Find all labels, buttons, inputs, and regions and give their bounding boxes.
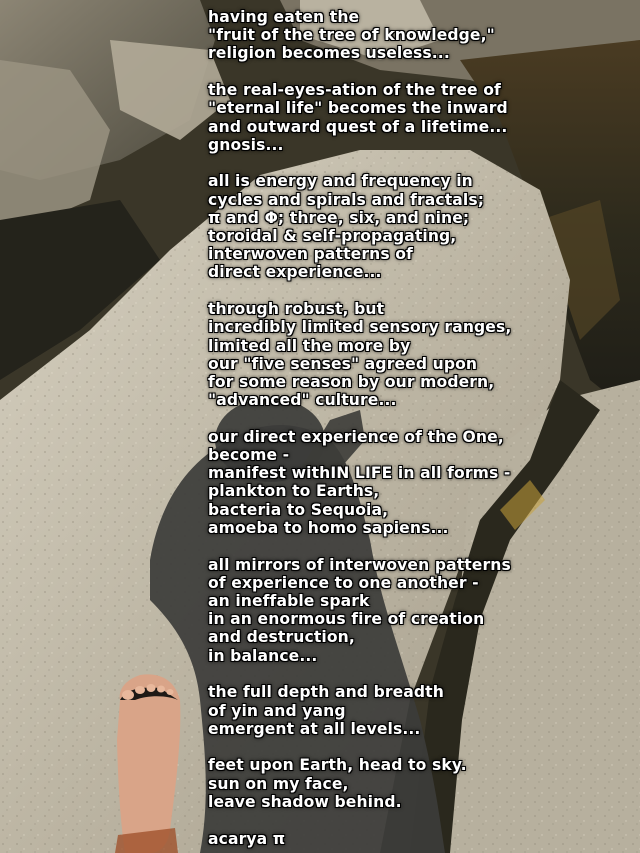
poem-line: π and Φ; three, six, and nine; xyxy=(208,208,470,227)
poem-stanza xyxy=(208,756,628,811)
poem-signature: acarya π xyxy=(208,829,286,848)
poem-line: become - xyxy=(208,446,290,465)
poem-line: emergent at all levels... xyxy=(208,719,421,738)
poem-line: the full depth and breadth xyxy=(208,683,444,702)
poem-stanza xyxy=(208,428,628,537)
poem-line: in an enormous fire of creation xyxy=(208,610,485,629)
poem-line: and destruction, xyxy=(208,628,355,647)
poem-line: cycles and spirals and fractals; xyxy=(208,190,485,209)
poem-line: the real-eyes-ation of the tree of xyxy=(208,81,501,100)
poem-text xyxy=(208,8,628,848)
poem-line: all is energy and frequency in xyxy=(208,172,473,191)
poem-line: an ineffable spark xyxy=(208,591,370,610)
poem-line: our "five senses" agreed upon xyxy=(208,354,478,373)
poem-line: gnosis... xyxy=(208,135,284,154)
poem-line: amoeba to homo sapiens... xyxy=(208,518,449,537)
poem-line: sun on my face, xyxy=(208,774,349,793)
poem-line: "fruit of the tree of knowledge," xyxy=(208,26,495,45)
poem-line: through robust, but xyxy=(208,300,385,319)
poem-line: and outward quest of a lifetime... xyxy=(208,117,508,136)
poem-line: for some reason by our modern, xyxy=(208,372,495,391)
poem-line: direct experience... xyxy=(208,263,382,282)
poem-line: limited all the more by xyxy=(208,336,411,355)
poem-line: incredibly limited sensory ranges, xyxy=(208,318,512,337)
poem-stanza xyxy=(208,683,628,738)
poem-line: "advanced" culture... xyxy=(208,391,397,410)
poem-line: leave shadow behind. xyxy=(208,792,402,811)
poem-line: plankton to Earths, xyxy=(208,482,380,501)
poem-line: of yin and yang xyxy=(208,701,346,720)
poem-line: in balance... xyxy=(208,646,318,665)
poem-stanza xyxy=(208,300,628,409)
poem-stanza xyxy=(208,8,628,63)
poem-stanza xyxy=(208,556,628,665)
poem-line: of experience to one another - xyxy=(208,573,479,592)
poem-line: "eternal life" becomes the inward xyxy=(208,99,508,118)
poem-stanza xyxy=(208,81,628,154)
poem-line: our direct experience of the One, xyxy=(208,427,504,446)
poem-stanza xyxy=(208,172,628,281)
poem-line: toroidal & self-propagating, xyxy=(208,227,457,246)
poem-line: manifest withIN LIFE in all forms - xyxy=(208,464,511,483)
poem-line: religion becomes useless... xyxy=(208,44,450,63)
poem-line: feet upon Earth, head to sky. xyxy=(208,756,467,775)
poem-line: all mirrors of interwoven patterns xyxy=(208,555,511,574)
poem-line: interwoven patterns of xyxy=(208,245,413,264)
poem-line: bacteria to Sequoia, xyxy=(208,500,389,519)
poem-line: having eaten the xyxy=(208,8,360,26)
